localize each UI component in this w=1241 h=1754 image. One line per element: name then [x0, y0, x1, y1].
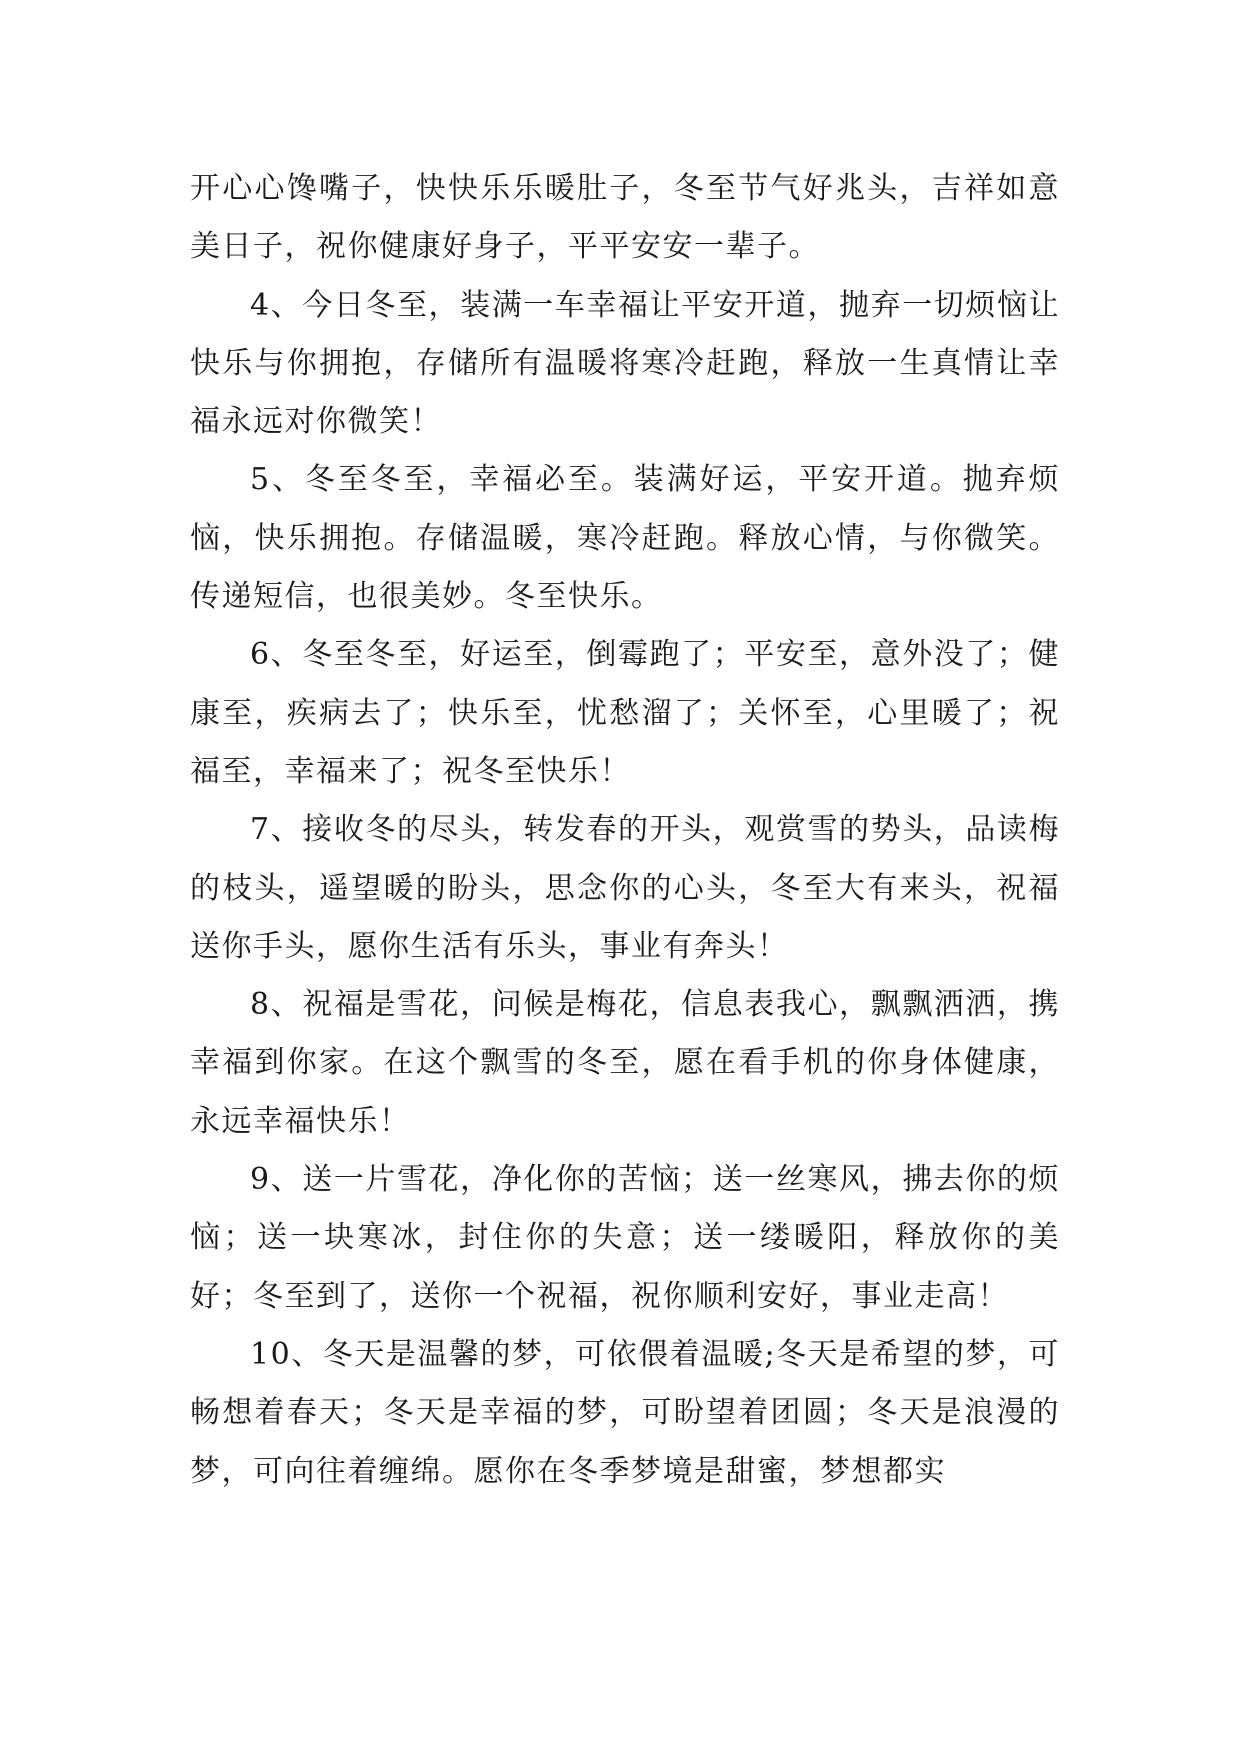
paragraph-8: 8、祝福是雪花，问候是梅花，信息表我心，飘飘洒洒，携幸福到你家。在这个飘雪的冬至，愿在看手机的你身体健康，永远幸福快乐！	[190, 987, 1060, 1139]
document-body	[190, 160, 1060, 1501]
paragraph-continued: 开心心馋嘴子，快快乐乐暖肚子，冬至节气好兆头，吉祥如意美日子，祝你健康好身子，平平安安一辈子。	[190, 171, 1060, 265]
paragraph-4: 4、今日冬至，装满一车幸福让平安开道，抛弃一切烦恼让快乐与你拥抱，存储所有温暖将寒冷赶跑，释放一生真情让幸福永远对你微笑！	[190, 287, 1060, 440]
paragraph-7: 7、接收冬的尽头，转发春的开头，观赏雪的势头，品读梅的枝头，遥望暖的盼头，思念你的心头，冬至大有来头，祝福送你手头，愿你生活有乐头，事业有奔头！	[190, 812, 1060, 964]
paragraph-9: 9、送一片雪花，净化你的苦恼；送一丝寒风，拂去你的烦恼；送一块寒冰，封住你的失意；送一缕暖阳，释放你的美好；冬至到了，送你一个祝福，祝你顺利安好，事业走高！	[190, 1162, 1060, 1314]
paragraph-10: 10、冬天是温馨的梦，可依偎着温暖;冬天是希望的梦，可畅想着春天；冬天是幸福的梦，可盼望着团圆；冬天是浪漫的梦，可向往着缠绵。愿你在冬季梦境是甜蜜，梦想都实	[190, 1336, 1060, 1489]
paragraph-6: 6、冬至冬至，好运至，倒霉跑了；平安至，意外没了；健康至，疾病去了；快乐至，忧愁溜了；关怀至，心里暖了；祝福至，幸福来了；祝冬至快乐！	[190, 637, 1060, 789]
paragraph-5: 5、冬至冬至，幸福必至。装满好运，平安开道。抛弃烦恼，快乐拥抱。存储温暖，寒冷赶跑。释放心情，与你微笑。传递短信，也很美妙。冬至快乐。	[190, 462, 1060, 615]
